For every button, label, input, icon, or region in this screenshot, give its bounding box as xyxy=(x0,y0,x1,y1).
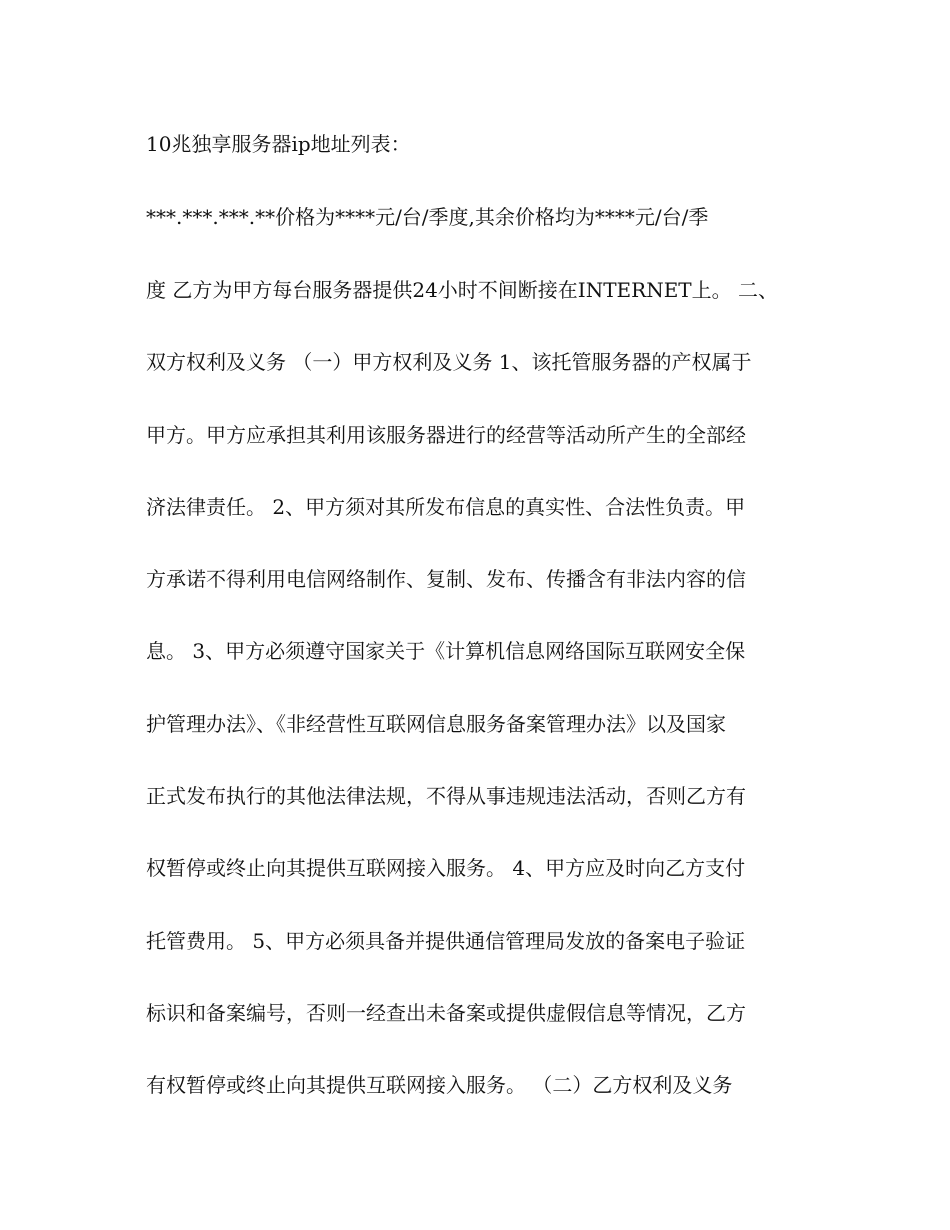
text-line: 济法律责任。 2、甲方须对其所发布信息的真实性、合法性负责。甲 xyxy=(146,495,746,519)
text-line: 息。 3、甲方必须遵守国家关于《计算机信息网络国际互联网安全保 xyxy=(146,639,746,663)
text-line: ***.***.***.**价格为****元/台/季度,其余价格均为****元/台/季 xyxy=(146,205,709,229)
text-line: 有权暂停或终止向其提供互联网接入服务。 （二）乙方权利及义务 xyxy=(146,1073,733,1097)
text-line: 托管费用。 5、甲方必须具备并提供通信管理局发放的备案电子验证 xyxy=(146,929,746,953)
text-line: 双方权利及义务 （一）甲方权利及义务 1、该托管服务器的产权属于 xyxy=(146,350,752,374)
text-line: 甲方。甲方应承担其利用该服务器进行的经营等活动所产生的全部经 xyxy=(146,423,746,447)
text-line: 权暂停或终止向其提供互联网接入服务。 4、甲方应及时向乙方支付 xyxy=(146,856,746,880)
text-line: 标识和备案编号，否则一经查出未备案或提供虚假信息等情况，乙方 xyxy=(146,1001,746,1025)
text-line: 度 乙方为甲方每台服务器提供24小时不间断接在INTERNET上。 二、 xyxy=(146,278,779,302)
text-line: 方承诺不得利用电信网络制作、复制、发布、传播含有非法内容的信 xyxy=(146,567,746,591)
text-line: 护管理办法》、《非经营性互联网信息服务备案管理办法》以及国家 xyxy=(146,712,726,736)
text-line: 正式发布执行的其他法律法规，不得从事违规违法活动，否则乙方有 xyxy=(146,784,746,808)
text-line: 10兆独享服务器ip地址列表： xyxy=(146,132,411,156)
